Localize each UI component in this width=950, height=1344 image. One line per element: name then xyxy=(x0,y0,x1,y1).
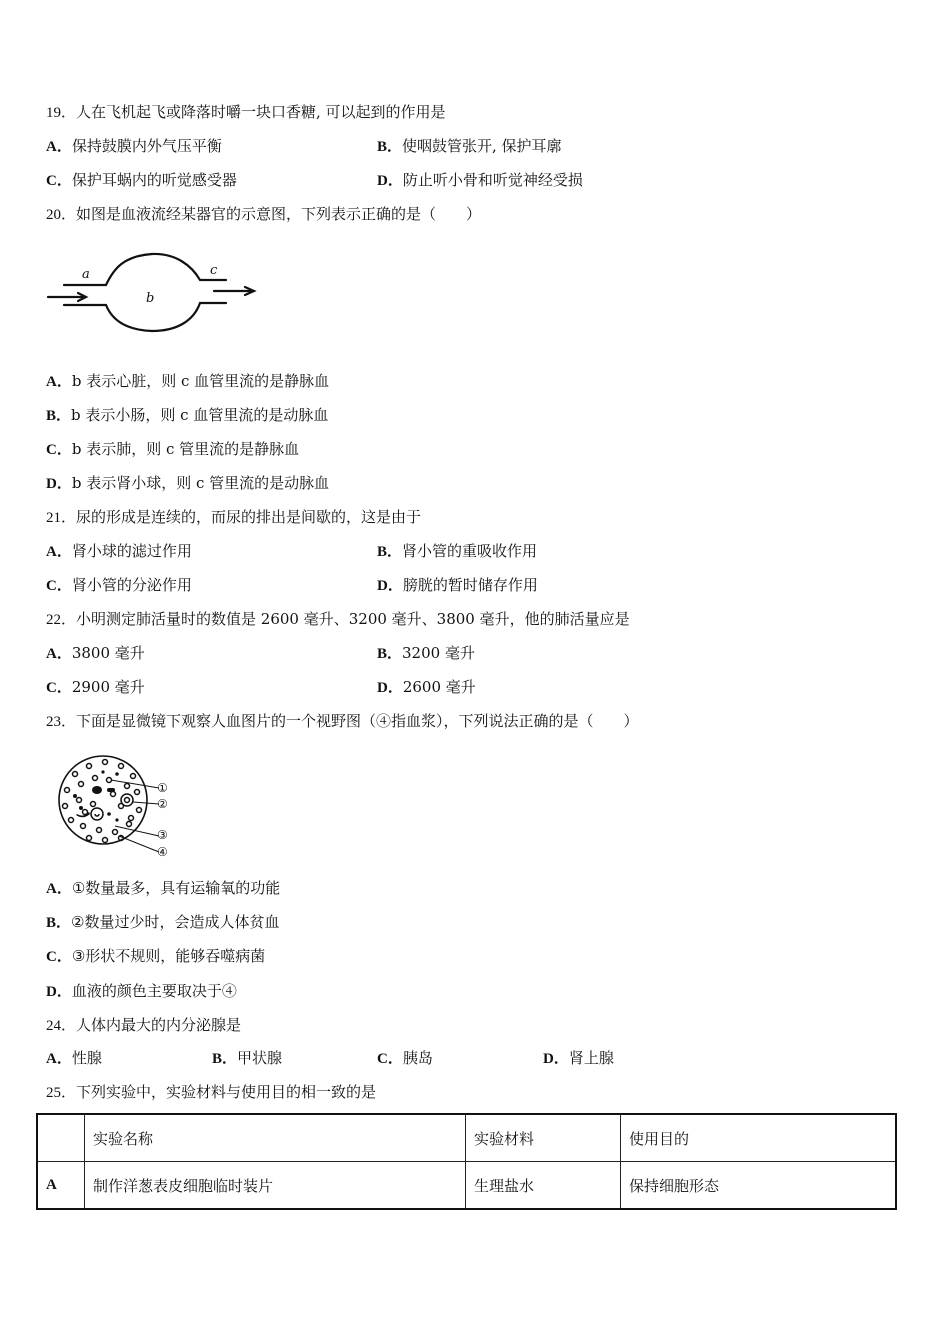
q23-option-a: A．①数量最多，具有运输氧的功能 xyxy=(46,879,281,897)
question-19-stem: 19．人在飞机起飞或降落时嚼一块口香糖, 可以起到的作用是 xyxy=(46,103,446,121)
label-b: b xyxy=(146,291,155,306)
q19-option-d: D．防止听小骨和听觉神经受损 xyxy=(377,171,583,189)
question-22-stem: 22．小明测定肺活量时的数值是 2600 毫升、3200 毫升、3800 毫升，他的肺活量应是 xyxy=(46,610,630,628)
table-header-cell xyxy=(37,1114,85,1162)
label-a: a xyxy=(82,267,90,282)
table-row xyxy=(37,1162,896,1210)
q20-option-d: D．b 表示肾小球，则 c 管里流的是动脉血 xyxy=(46,474,330,492)
blood-flow-organ-diagram xyxy=(44,250,264,336)
q23-option-b: B．②数量过少时，会造成人体贫血 xyxy=(46,913,280,931)
q22-option-c: C．2900 毫升 xyxy=(46,678,145,696)
question-25-stem: 25．下列实验中，实验材料与使用目的相一致的是 xyxy=(46,1083,377,1101)
q22-option-a: A．3800 毫升 xyxy=(46,644,145,662)
q24-option-a: A．性腺 xyxy=(46,1049,102,1067)
label-3: ③ xyxy=(157,828,168,842)
table-cell: A xyxy=(37,1162,85,1210)
q23-option-c: C．③形状不规则，能够吞噬病菌 xyxy=(46,947,266,965)
q23-option-d: D．血液的颜色主要取决于④ xyxy=(46,982,237,1000)
q21-option-b: B．肾小管的重吸收作用 xyxy=(377,542,538,560)
q20-option-b: B．b 表示小肠，则 c 血管里流的是动脉血 xyxy=(46,406,329,424)
table-header-row xyxy=(37,1114,896,1162)
question-24-stem: 24．人体内最大的内分泌腺是 xyxy=(46,1016,242,1034)
q21-option-a: A．肾小球的滤过作用 xyxy=(46,542,192,560)
question-23-stem: 23．下面是显微镜下观察人血图片的一个视野图（④指血浆），下列说法正确的是（ ） xyxy=(46,712,639,730)
q19-option-c: C．保护耳蜗内的听觉感受器 xyxy=(46,171,237,189)
table-header-cell: 实验名称 xyxy=(85,1114,466,1162)
label-4: ④ xyxy=(157,845,168,859)
blood-smear-microscope-diagram xyxy=(55,752,180,862)
q24-option-c: C．胰岛 xyxy=(377,1049,433,1067)
q21-option-d: D．膀胱的暂时储存作用 xyxy=(377,576,538,594)
table-cell: 保持细胞形态 xyxy=(621,1162,897,1210)
q20-option-a: A．b 表示心脏，则 c 血管里流的是静脉血 xyxy=(46,372,330,390)
q22-option-b: B．3200 毫升 xyxy=(377,644,475,662)
label-2: ② xyxy=(157,797,168,811)
q24-option-d: D．肾上腺 xyxy=(543,1049,614,1067)
experiment-table xyxy=(36,1113,897,1210)
question-20-stem: 20．如图是血液流经某器官的示意图，下列表示正确的是（ ） xyxy=(46,205,482,223)
table-cell: 制作洋葱表皮细胞临时装片 xyxy=(85,1162,466,1210)
q19-option-b: B．使咽鼓管张开, 保护耳廓 xyxy=(377,137,562,155)
table-header-cell: 使用目的 xyxy=(621,1114,897,1162)
q21-option-c: C．肾小管的分泌作用 xyxy=(46,576,192,594)
question-21-stem: 21．尿的形成是连续的，而尿的排出是间歇的，这是由于 xyxy=(46,508,422,526)
label-1: ① xyxy=(157,781,168,795)
table-cell: 生理盐水 xyxy=(466,1162,621,1210)
q19-option-a: A．保持鼓膜内外气压平衡 xyxy=(46,137,222,155)
q24-option-b: B．甲状腺 xyxy=(212,1049,283,1067)
label-c: c xyxy=(210,263,218,278)
q22-option-d: D．2600 毫升 xyxy=(377,678,476,696)
q20-option-c: C．b 表示肺，则 c 管里流的是静脉血 xyxy=(46,440,300,458)
table-header-cell: 实验材料 xyxy=(466,1114,621,1162)
